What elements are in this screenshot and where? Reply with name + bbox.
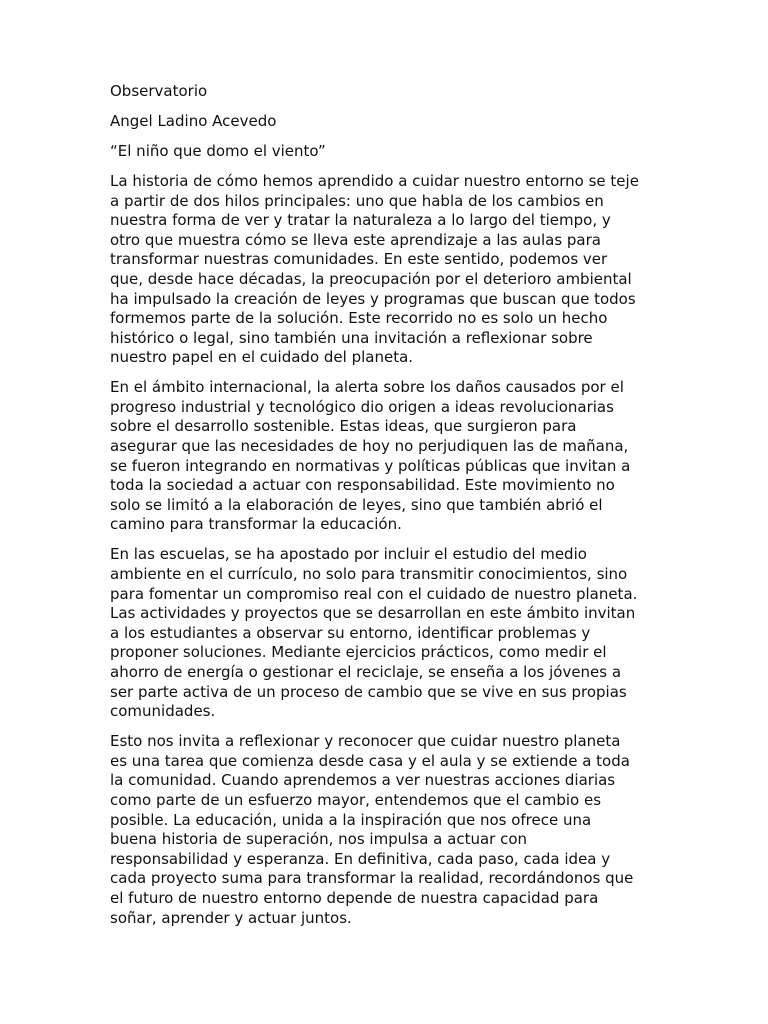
paragraph-4 <box>110 732 656 928</box>
text-line: la comunidad. Cuando aprendemos a ver nuestras acciones diarias <box>110 771 616 790</box>
text-line: Esto nos invita a reflexionar y reconocer que cuidar nuestro planeta <box>110 732 621 751</box>
text-line: posible. La educación, unida a la inspiración que nos ofrece una <box>110 810 592 829</box>
text-line: a los estudiantes a observar su entorno, identificar problemas y <box>110 623 591 642</box>
text-line: sobre el desarrollo sostenible. Estas ideas, que surgieron para <box>110 417 577 436</box>
text-line: ahorro de energía o gestionar el reciclaje, se enseña a los jóvenes a <box>110 662 622 681</box>
text-line: el futuro de nuestro entorno depende de nuestra capacidad para <box>110 888 599 907</box>
text-line: Las actividades y proyectos que se desarrollan en este ámbito invitan <box>110 604 636 623</box>
text-line: solo se limitó a la elaboración de leyes, sino que también abrió el <box>110 495 603 514</box>
text-line: histórico o legal, sino también una invitación a reflexionar sobre <box>110 328 593 347</box>
text-line: como parte de un esfuerzo mayor, entendemos que el cambio es <box>110 790 602 809</box>
author-name: Angel Ladino Acevedo <box>110 111 277 130</box>
text-line: que, desde hace décadas, la preocupación por el deterioro ambiental <box>110 269 632 288</box>
text-line: ha impulsado la creación de leyes y programas que buscan que todos <box>110 289 636 308</box>
text-line: nuestro papel en el cuidado del planeta. <box>110 348 414 367</box>
text-line: es una tarea que comienza desde casa y el aula y se extiende a toda <box>110 751 630 770</box>
text-line: para fomentar un compromiso real con el cuidado de nuestro planeta. <box>110 584 638 603</box>
text-line: asegurar que las necesidades de hoy no perjudiquen las de mañana, <box>110 437 629 456</box>
text-line: En las escuelas, se ha apostado por incluir el estudio del medio <box>110 545 587 564</box>
section-label: Observatorio <box>110 82 208 100</box>
text-line: buena historia de superación, nos impulsa a actuar con <box>110 830 528 849</box>
text-line: se fueron integrando en normativas y políticas públicas que invitan a <box>110 456 631 475</box>
text-line: responsabilidad y esperanza. En definitiva, cada paso, cada idea y <box>110 849 611 868</box>
document-body <box>110 82 656 938</box>
text-line: ambiente en el currículo, no solo para transmitir conocimientos, sino <box>110 565 628 584</box>
text-line: formemos parte de la solución. Este recorrido no es solo un hecho <box>110 309 608 328</box>
text-line: soñar, aprender y actuar juntos. <box>110 908 352 927</box>
text-line: La historia de cómo hemos aprendido a cuidar nuestro entorno se teje <box>110 171 639 190</box>
paragraph-1 <box>110 172 656 368</box>
text-line: proponer soluciones. Mediante ejercicios prácticos, como medir el <box>110 643 607 662</box>
text-line: nuestra forma de ver y tratar la naturaleza a lo largo del tiempo, y <box>110 211 611 230</box>
text-line: camino para transformar la educación. <box>110 515 402 534</box>
document-title: “El niño que domo el viento” <box>110 141 326 160</box>
text-line: progreso industrial y tecnológico dio origen a ideas revolucionarias <box>110 397 614 416</box>
paragraph-2 <box>110 378 656 535</box>
paragraph-3 <box>110 545 656 721</box>
text-line: otro que muestra cómo se lleva este aprendizaje a las aulas para <box>110 230 601 249</box>
text-line: ser parte activa de un proceso de cambio que se vive en sus propias <box>110 682 627 701</box>
text-line: toda la sociedad a actuar con responsabilidad. Este movimiento no <box>110 476 615 495</box>
text-line: comunidades. <box>110 702 216 721</box>
text-line: cada proyecto suma para transformar la realidad, recordándonos que <box>110 869 634 888</box>
text-line: a partir de dos hilos principales: uno que habla de los cambios en <box>110 191 604 210</box>
text-line: En el ámbito internacional, la alerta sobre los daños causados por el <box>110 378 624 397</box>
text-line: transformar nuestras comunidades. En este sentido, podemos ver <box>110 250 608 269</box>
